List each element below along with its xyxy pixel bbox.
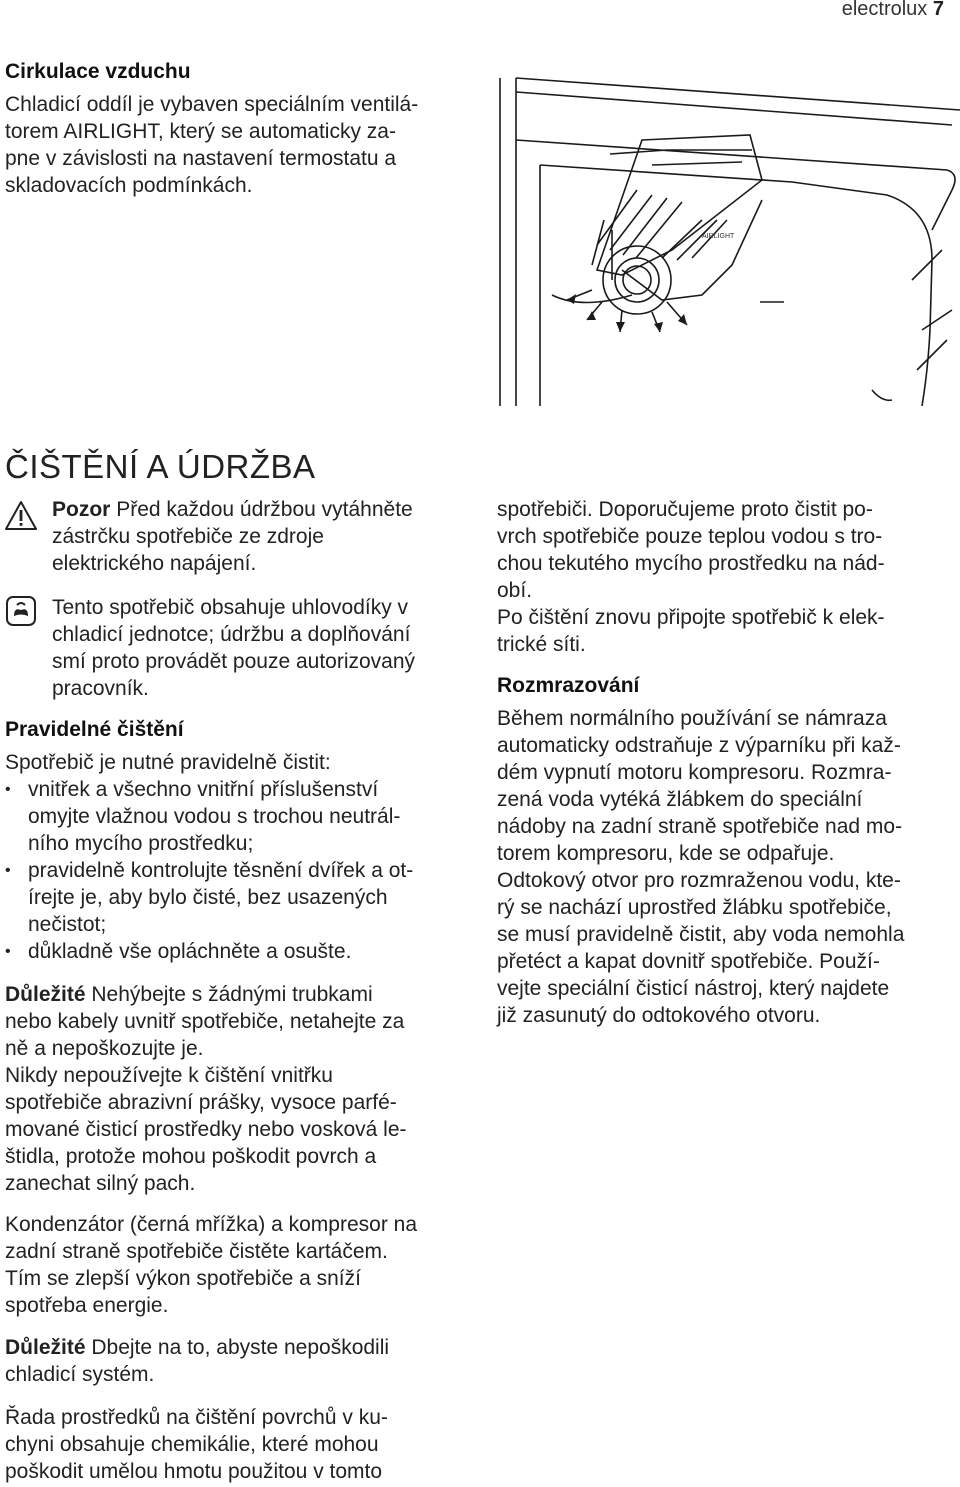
defrost-line: torem kompresoru, kde se odpařuje. xyxy=(497,842,835,865)
right-line: vrch spotřebiče pouze teplou vodou s tro- xyxy=(497,525,883,548)
important-line: spotřebiče abrazivní prášky, vysoce parfé- xyxy=(5,1091,397,1114)
bullet-line: důkladně vše opláchněte a osušte. xyxy=(28,940,352,963)
airflow-heading: Cirkulace vzduchu xyxy=(5,60,191,83)
important-line: ně a nepoškozujte je. xyxy=(5,1037,204,1060)
defrost-line: automaticky odstraňuje z výparníku při kaž- xyxy=(497,734,901,757)
right-line: Po čištění znovu připojte spotřebič k elek- xyxy=(497,606,885,629)
defrost-line: vejte speciální čisticí nástroj, který najdete xyxy=(497,977,890,1000)
bullet-line: írejte je, aby bylo čisté, bez usazených xyxy=(28,886,388,909)
condenser-line: zadní straně spotřebiče čistěte kartáčem. xyxy=(5,1240,388,1263)
defrost-line: Během normálního používání se námraza xyxy=(497,707,887,730)
defrost-heading: Rozmrazování xyxy=(497,674,640,697)
warning-line: elektrického napájení. xyxy=(52,552,257,575)
eco-line: chladicí jednotce; údržbu a doplňování xyxy=(52,623,411,646)
regular-cleaning-heading: Pravidelné čištění xyxy=(5,718,184,741)
chemicals-line: poškodit umělou hmotu použitou v tomto xyxy=(5,1460,383,1483)
section-title: ČIŠTĚNÍ A ÚDRŽBA xyxy=(5,448,316,485)
important-line: chladicí systém. xyxy=(5,1363,155,1386)
defrost-line: se musí pravidelně čistit, aby voda nemohla xyxy=(497,923,905,946)
bullet-marker: • xyxy=(5,862,11,879)
page-header xyxy=(842,0,944,21)
right-line: chou tekutého mycího prostředku na nád- xyxy=(497,552,885,575)
warning-line: zástrčku spotřebiče ze zdroje xyxy=(52,525,324,548)
warning-label: Pozor xyxy=(52,498,111,521)
important-line: Důležité Nehýbejte s žádnými trubkami xyxy=(5,983,373,1006)
defrost-line: nádoby na zadní straně spotřebiče nad mo- xyxy=(497,815,903,838)
condenser-line: spotřeba energie. xyxy=(5,1294,169,1317)
important-line: mované čisticí prostředky nebo vosková le- xyxy=(5,1118,407,1141)
condenser-line: Kondenzátor (černá mřížka) a kompresor na xyxy=(5,1213,418,1236)
eco-line: smí proto provádět pouze autorizovaný xyxy=(52,650,416,673)
warning-line: Pozor Před každou údržbou vytáhněte xyxy=(52,498,413,521)
condenser-line: Tím se zlepší výkon spotřebiče a sníží xyxy=(5,1267,361,1290)
important-line: Důležité Dbejte na to, abyste nepoškodili xyxy=(5,1336,390,1359)
airflow-line: skladovacích podmínkách. xyxy=(5,174,253,197)
bullet-line: pravidelně kontrolujte těsnění dvířek a ot- xyxy=(28,859,414,882)
important-line: Nikdy nepoužívejte k čištění vnitřku xyxy=(5,1064,333,1087)
eco-line: Tento spotřebič obsahuje uhlovodíky v xyxy=(52,596,409,619)
defrost-line: zená voda vytéká žlábkem do speciální xyxy=(497,788,863,811)
bullet-line: vnitřek a všechno vnitřní příslušenství xyxy=(28,778,379,801)
important-line: zanechat silný pach. xyxy=(5,1172,196,1195)
eco-line: pracovník. xyxy=(52,677,149,700)
eco-icon xyxy=(6,596,36,626)
defrost-line: rý se nachází uprostřed žlábku spotřebiče, xyxy=(497,896,892,919)
defrost-line: již zasunutý do odtokového otvoru. xyxy=(497,1004,821,1027)
right-line: trické síti. xyxy=(497,633,586,656)
warning-icon xyxy=(4,500,38,532)
regular-cleaning-intro: Spotřebič je nutné pravidelně čistit: xyxy=(5,751,331,774)
important-line: štidla, protože mohou poškodit povrch a xyxy=(5,1145,377,1168)
bullet-marker: • xyxy=(5,943,11,960)
page-number: 7 xyxy=(932,0,944,20)
important-label: Důležité xyxy=(5,983,86,1006)
fan-illustration xyxy=(492,70,960,410)
defrost-line: přetéct a kapat dovnitř spotřebiče. Použí- xyxy=(497,950,880,973)
important-label: Důležité xyxy=(5,1336,86,1359)
chemicals-line: Řada prostředků na čištění povrchů v ku- xyxy=(5,1406,388,1429)
defrost-line: Odtokový otvor pro rozmraženou vodu, kte- xyxy=(497,869,901,892)
brand-name: electrolux xyxy=(841,0,928,20)
bullet-line: ního mycího prostředku; xyxy=(28,832,254,855)
right-line: spotřebiči. Doporučujeme proto čistit po- xyxy=(497,498,873,521)
airflow-line: Chladicí oddíl je vybaven speciálním ventilá- xyxy=(5,93,419,116)
chemicals-line: chyni obsahuje chemikálie, které mohou xyxy=(5,1433,379,1456)
airflow-line: torem AIRLIGHT, který se automaticky za- xyxy=(5,120,396,143)
bullet-marker: • xyxy=(5,781,11,798)
airflow-line: pne v závislosti na nastavení termostatu a xyxy=(5,147,397,170)
bullet-line: omyjte vlažnou vodou s trochou neutrál- xyxy=(28,805,401,828)
bullet-line: nečistot; xyxy=(28,913,107,936)
defrost-line: dém vypnutí motoru kompresoru. Rozmra- xyxy=(497,761,892,784)
fan-label: AIRLIGHT xyxy=(702,233,735,240)
right-line: obí. xyxy=(497,579,533,602)
important-line: nebo kabely uvnitř spotřebiče, netahejte za xyxy=(5,1010,405,1033)
